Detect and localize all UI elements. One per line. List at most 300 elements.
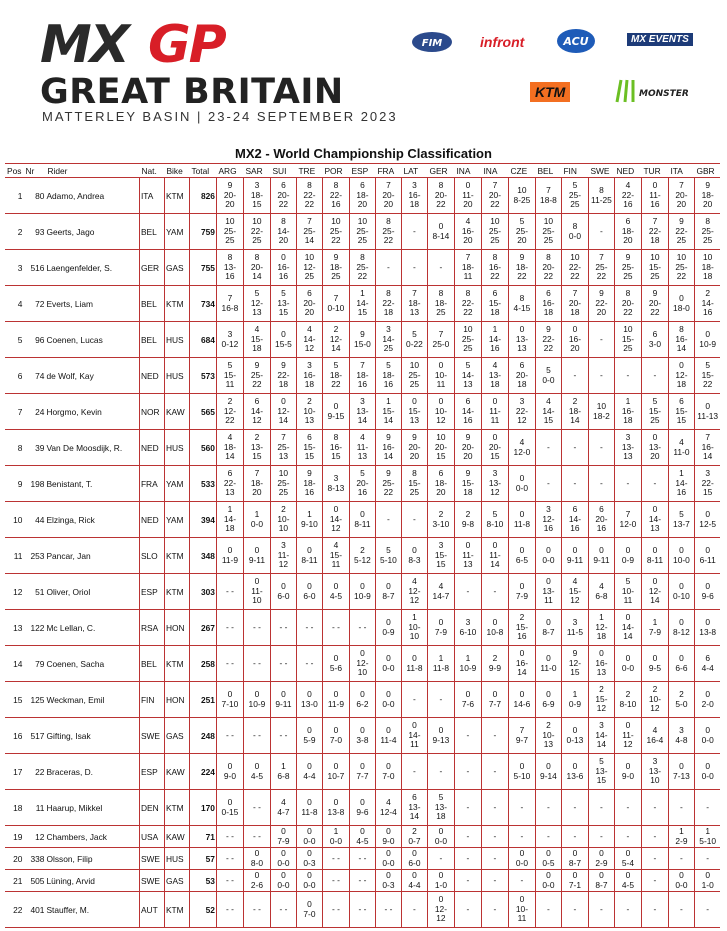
result-cell: 0 5-9 (296, 718, 322, 754)
pos-cell: 17 (5, 754, 23, 790)
result-cell: 10 20- 15 (427, 430, 454, 466)
nation-cell: BEL (139, 322, 164, 358)
result-cell: 6 20- 22 (270, 178, 296, 214)
column-header: FRA (375, 164, 401, 178)
monster-energy-logo (613, 76, 689, 109)
nation-cell: BEL (139, 286, 164, 322)
result-cell: 1 6-8 (270, 754, 296, 790)
number-cell: 39 (23, 430, 45, 466)
total-cell: 52 (189, 892, 216, 928)
table-row (5, 178, 720, 214)
result-cell: 3 11- 12 (270, 538, 296, 574)
result-cell: 2 5-12 (349, 538, 375, 574)
result-cell: - (641, 826, 668, 848)
result-cell: - (588, 466, 614, 502)
result-cell: 2 9-8 (454, 502, 481, 538)
column-header: SWE (588, 164, 614, 178)
bike-cell: KTM (164, 286, 189, 322)
result-cell: 0 8-7 (588, 870, 614, 892)
result-cell: 3 8-13 (322, 466, 349, 502)
result-cell: 1 0-0 (243, 502, 270, 538)
column-header: NED (614, 164, 641, 178)
result-cell: 0 11-4 (375, 718, 401, 754)
rider-cell: Adamo, Andrea (45, 178, 139, 214)
result-cell: 8 15- 25 (401, 466, 427, 502)
result-cell: 0 6-11 (694, 538, 720, 574)
result-cell: 9 22- 18 (270, 358, 296, 394)
result-cell: - - (349, 610, 375, 646)
result-cell: - (454, 870, 481, 892)
result-cell: 3 14- 14 (588, 718, 614, 754)
result-cell: 2 10- 13 (535, 718, 561, 754)
result-cell: 8 4-15 (508, 286, 535, 322)
result-cell: 5 25- 20 (508, 214, 535, 250)
page-header (0, 0, 727, 140)
nation-cell: GER (139, 250, 164, 286)
result-cell: - - (375, 892, 401, 928)
result-cell: 0 9-6 (349, 790, 375, 826)
result-cell: 0 12- 14 (641, 574, 668, 610)
result-cell: 4 11- 13 (349, 430, 375, 466)
acu-logo (556, 28, 596, 57)
bike-cell: KTM (164, 892, 189, 928)
result-cell: 5 18- 16 (375, 358, 401, 394)
bike-cell: YAM (164, 466, 189, 502)
result-cell: - - (322, 892, 349, 928)
pos-cell: 15 (5, 682, 23, 718)
result-cell: 0 6-0 (401, 848, 427, 870)
result-cell: 9 22- 22 (535, 322, 561, 358)
result-cell: - - (243, 610, 270, 646)
result-cell: 9 20- 22 (641, 286, 668, 322)
result-cell: - (588, 322, 614, 358)
result-cell: 0 9-5 (641, 646, 668, 682)
table-row (5, 394, 720, 430)
result-cell: 0 0-0 (508, 848, 535, 870)
column-header: FIN (561, 164, 588, 178)
result-cell: - (375, 250, 401, 286)
total-cell: 53 (189, 870, 216, 892)
total-cell: 267 (189, 610, 216, 646)
result-cell: 0 0-0 (694, 718, 720, 754)
total-cell: 560 (189, 430, 216, 466)
result-cell: 0 8-12 (668, 610, 694, 646)
result-cell: 0 13-6 (561, 754, 588, 790)
result-cell: 0 7-0 (375, 754, 401, 790)
result-cell: 0 7-10 (216, 682, 243, 718)
result-cell: 0 13-8 (322, 790, 349, 826)
result-cell: - (614, 466, 641, 502)
result-cell: 5 25- 25 (561, 178, 588, 214)
column-header: BEL (535, 164, 561, 178)
result-cell: 0 14- 13 (641, 502, 668, 538)
result-cell: 8 13- 16 (216, 250, 243, 286)
result-cell: 3 13- 12 (481, 466, 508, 502)
number-cell: 516 (23, 250, 45, 286)
result-cell: 3 14- 25 (375, 322, 401, 358)
result-cell: 2 10- 10 (270, 502, 296, 538)
number-cell: 72 (23, 286, 45, 322)
result-cell: 2 15- 16 (508, 610, 535, 646)
rider-cell: Laengenfelder, S. (45, 250, 139, 286)
result-cell: 4 12-0 (508, 430, 535, 466)
result-cell: 1 14- 18 (216, 502, 243, 538)
pos-cell: 1 (5, 178, 23, 214)
result-cell: 7 0-10 (322, 286, 349, 322)
result-cell: 0 4-4 (296, 754, 322, 790)
result-cell: 0 11- 12 (614, 718, 641, 754)
fim-logo (411, 30, 453, 57)
result-cell: 0 12-5 (694, 502, 720, 538)
result-cell: 0 4-5 (349, 826, 375, 848)
nation-cell: DEN (139, 790, 164, 826)
result-cell: - (481, 574, 508, 610)
result-cell: 0 7-1 (561, 870, 588, 892)
result-cell: - - (349, 870, 375, 892)
result-cell: 0 9-11 (561, 538, 588, 574)
infront-logo: infront (480, 34, 525, 50)
result-cell: 5 13- 15 (270, 286, 296, 322)
result-cell: - (535, 430, 561, 466)
total-cell: 258 (189, 646, 216, 682)
number-cell: 517 (23, 718, 45, 754)
result-cell: 4 12- 12 (401, 574, 427, 610)
result-cell: 7 12-0 (614, 502, 641, 538)
result-cell: - (588, 214, 614, 250)
result-cell: 8 22- 16 (322, 178, 349, 214)
table-row (5, 574, 720, 610)
rider-cell: Olsson, Filip (45, 848, 139, 870)
result-cell: - (508, 826, 535, 848)
number-cell: 125 (23, 682, 45, 718)
result-cell: - - (216, 892, 243, 928)
result-cell: 7 16- 14 (694, 430, 720, 466)
total-cell: 759 (189, 214, 216, 250)
result-cell: - (508, 790, 535, 826)
result-cell: - (454, 718, 481, 754)
number-cell: 505 (23, 870, 45, 892)
result-cell: 3 4-8 (668, 718, 694, 754)
nation-cell: SWE (139, 870, 164, 892)
result-cell: 0 7-9 (508, 574, 535, 610)
result-cell: - - (216, 610, 243, 646)
result-cell: 6 15- 18 (481, 286, 508, 322)
result-cell: 8 20- 22 (535, 250, 561, 286)
result-cell: - (694, 892, 720, 928)
rider-cell: Chambers, Jack (45, 826, 139, 848)
bike-cell: KTM (164, 574, 189, 610)
number-cell: 401 (23, 892, 45, 928)
result-cell: 0 2-9 (588, 848, 614, 870)
result-cell: 0 16- 16 (270, 250, 296, 286)
result-cell: 3 13- 13 (614, 430, 641, 466)
svg-text:MX: MX (40, 18, 128, 68)
result-cell: 3 22- 12 (508, 394, 535, 430)
result-cell: 4 15- 18 (243, 322, 270, 358)
result-cell: 0 16- 20 (561, 322, 588, 358)
result-cell: 0 2-6 (243, 870, 270, 892)
result-cell: 0 11-8 (296, 790, 322, 826)
result-cell: - (641, 848, 668, 870)
result-cell: 0 7-0 (322, 718, 349, 754)
nation-cell: NOR (139, 394, 164, 430)
bike-cell: KTM (164, 178, 189, 214)
result-cell: - (454, 790, 481, 826)
result-cell: 6 16- 18 (535, 286, 561, 322)
result-cell: 3 15- 15 (427, 538, 454, 574)
column-header: SUI (270, 164, 296, 178)
result-cell: - (694, 848, 720, 870)
svg-text:GP: GP (148, 18, 225, 68)
table-row (5, 250, 720, 286)
result-cell: 3 16- 18 (296, 358, 322, 394)
result-cell: 6 18- 20 (349, 178, 375, 214)
result-cell: 2 5-0 (668, 682, 694, 718)
result-cell: 7 25- 22 (588, 250, 614, 286)
nation-cell: ESP (139, 574, 164, 610)
column-header: ARG (216, 164, 243, 178)
column-header: Total (189, 164, 216, 178)
result-cell: - (401, 250, 427, 286)
result-cell: 4 12-4 (375, 790, 401, 826)
result-cell: 0 11-9 (322, 682, 349, 718)
result-cell: - - (243, 718, 270, 754)
nation-cell: USA (139, 826, 164, 848)
table-row (5, 610, 720, 646)
result-cell: 0 0-0 (375, 848, 401, 870)
rider-cell: Everts, Liam (45, 286, 139, 322)
result-cell: 8 20- 14 (243, 250, 270, 286)
result-cell: 0 14- 12 (322, 502, 349, 538)
result-cell: 0 0-0 (375, 646, 401, 682)
result-cell: 0 6-0 (296, 574, 322, 610)
column-header: POR (322, 164, 349, 178)
result-cell: 5 15- 11 (216, 358, 243, 394)
result-cell: - (401, 682, 427, 718)
result-cell: 1 11-8 (427, 646, 454, 682)
number-cell: 96 (23, 322, 45, 358)
result-cell: 4 16-4 (641, 718, 668, 754)
result-cell: 0 7-7 (481, 682, 508, 718)
result-cell: 1 0-9 (561, 682, 588, 718)
result-cell: - (401, 892, 427, 928)
svg-text:MONSTER: MONSTER (639, 89, 689, 99)
column-header: ESP (349, 164, 375, 178)
result-cell: 0 7-7 (349, 754, 375, 790)
result-cell: 7 18-8 (535, 178, 561, 214)
bike-cell: YAM (164, 214, 189, 250)
result-cell: 5 13-7 (668, 502, 694, 538)
result-cell: 0 9-15 (322, 394, 349, 430)
result-cell: 9 18- 20 (694, 178, 720, 214)
result-cell: - - (216, 646, 243, 682)
result-cell: 9 20- 20 (401, 430, 427, 466)
result-cell: 0 0-9 (375, 610, 401, 646)
result-cell: - - (349, 892, 375, 928)
pos-cell: 13 (5, 610, 23, 646)
result-cell: 0 11- 20 (454, 178, 481, 214)
result-cell: 4 15- 12 (561, 574, 588, 610)
number-cell: 44 (23, 502, 45, 538)
rider-cell: Horgmo, Kevin (45, 394, 139, 430)
result-cell: 0 10-7 (322, 754, 349, 790)
result-cell: 9 25- 25 (614, 250, 641, 286)
result-cell: 5 13- 18 (427, 790, 454, 826)
result-cell: 9 18- 25 (322, 250, 349, 286)
result-cell: 1 10-9 (454, 646, 481, 682)
result-cell: 0 0-0 (614, 646, 641, 682)
total-cell: 826 (189, 178, 216, 214)
result-cell: 0 9-11 (243, 538, 270, 574)
result-cell: 0 6-5 (508, 538, 535, 574)
result-cell: 10 25- 25 (216, 214, 243, 250)
number-cell: 51 (23, 574, 45, 610)
classification-title: MX2 - World Championship Classification (235, 146, 492, 161)
column-header: TRE (296, 164, 322, 178)
result-cell: - - (243, 826, 270, 848)
column-header: ITA (668, 164, 694, 178)
result-cell: 0 0-13 (561, 718, 588, 754)
result-cell: 0 7-9 (270, 826, 296, 848)
result-cell: 2 14- 16 (694, 286, 720, 322)
result-cell: 2 10- 12 (641, 682, 668, 718)
result-cell: 0 6-2 (349, 682, 375, 718)
result-cell: 8 20- 22 (614, 286, 641, 322)
pos-cell: 4 (5, 286, 23, 322)
bike-cell: KTM (164, 790, 189, 826)
result-cell: 0 10-8 (481, 610, 508, 646)
result-cell: 0 20- 15 (481, 430, 508, 466)
result-cell: - (694, 790, 720, 826)
result-cell: 8 22- 22 (454, 286, 481, 322)
total-cell: 71 (189, 826, 216, 848)
result-cell: - (401, 502, 427, 538)
result-cell: 0 0-0 (270, 870, 296, 892)
result-cell: 5 15- 25 (641, 394, 668, 430)
result-cell: 0 5-4 (614, 848, 641, 870)
result-cell: 10 25- 22 (668, 250, 694, 286)
result-cell: 0 13-8 (694, 610, 720, 646)
bike-cell: HUS (164, 358, 189, 394)
result-cell: - (561, 430, 588, 466)
result-cell: 10 25- 25 (349, 214, 375, 250)
pos-cell: 11 (5, 538, 23, 574)
result-cell: - (614, 790, 641, 826)
result-cell: 4 22- 16 (614, 178, 641, 214)
result-cell: 8 0-0 (561, 214, 588, 250)
result-cell: 0 11- 10 (243, 574, 270, 610)
nation-cell: NED (139, 430, 164, 466)
bike-cell: YAM (164, 502, 189, 538)
result-cell: - (588, 826, 614, 848)
result-cell: 0 0-0 (296, 826, 322, 848)
result-cell: 2 10- 13 (296, 394, 322, 430)
pos-cell: 10 (5, 502, 23, 538)
result-cell: 0 9-14 (535, 754, 561, 790)
bike-cell: GAS (164, 250, 189, 286)
pos-cell: 5 (5, 322, 23, 358)
ktm-logo: KTM (530, 82, 570, 102)
pos-cell: 22 (5, 892, 23, 928)
rider-cell: Stauffer, M. (45, 892, 139, 928)
result-cell: 0 7-13 (668, 754, 694, 790)
result-cell: 2 0-7 (401, 826, 427, 848)
result-cell: 0 10-9 (243, 682, 270, 718)
result-cell: - (535, 826, 561, 848)
result-cell: 0 0-0 (694, 754, 720, 790)
result-cell: - - (322, 610, 349, 646)
result-cell: - - (216, 848, 243, 870)
result-cell: 1 12- 18 (588, 610, 614, 646)
result-cell: - (614, 892, 641, 928)
result-cell: - (641, 358, 668, 394)
result-cell: - - (322, 848, 349, 870)
bike-cell: HUS (164, 430, 189, 466)
event-title: GREAT BRITAIN (40, 72, 344, 112)
total-cell: 170 (189, 790, 216, 826)
result-cell: 5 20- 16 (349, 466, 375, 502)
result-cell: 0 4-5 (322, 574, 349, 610)
result-cell: 0 9-11 (270, 682, 296, 718)
result-cell: 10 22- 25 (243, 214, 270, 250)
bike-cell: GAS (164, 718, 189, 754)
result-cell: 0 11- 11 (481, 394, 508, 430)
table-row (5, 538, 720, 574)
table-row (5, 646, 720, 682)
result-cell: 10 12- 25 (296, 250, 322, 286)
result-cell: - (561, 466, 588, 502)
result-cell: 0 0-3 (375, 870, 401, 892)
result-cell: 6 3-0 (641, 322, 668, 358)
result-cell: - - (270, 718, 296, 754)
result-cell: - - (349, 848, 375, 870)
result-cell: 0 0-0 (668, 870, 694, 892)
total-cell: 394 (189, 502, 216, 538)
result-cell: 1 14- 15 (349, 286, 375, 322)
number-cell: 22 (23, 754, 45, 790)
result-cell: 4 6-8 (588, 574, 614, 610)
result-cell: - - (322, 870, 349, 892)
nation-cell: SLO (139, 538, 164, 574)
pos-cell: 3 (5, 250, 23, 286)
table-row (5, 286, 720, 322)
total-cell: 251 (189, 682, 216, 718)
result-cell: - (454, 826, 481, 848)
result-cell: 4 14- 15 (535, 394, 561, 430)
result-cell: 8 11-25 (588, 178, 614, 214)
result-cell: - (641, 892, 668, 928)
total-cell: 734 (189, 286, 216, 322)
result-cell: 0 11-8 (508, 502, 535, 538)
rider-cell: Coenen, Sacha (45, 646, 139, 682)
result-cell: - (401, 214, 427, 250)
result-cell: 9 22- 20 (588, 286, 614, 322)
result-cell: 5 10- 11 (614, 574, 641, 610)
number-cell: 253 (23, 538, 45, 574)
result-cell: 1 16- 18 (614, 394, 641, 430)
result-cell: 0 0-0 (535, 870, 561, 892)
result-cell: - (668, 790, 694, 826)
result-cell: 10 25- 25 (401, 358, 427, 394)
result-cell: 6 13- 14 (401, 790, 427, 826)
result-cell: 7 18- 16 (349, 358, 375, 394)
result-cell: 0 13- 11 (535, 574, 561, 610)
result-cell: 0 8-7 (535, 610, 561, 646)
result-cell: 5 12- 13 (243, 286, 270, 322)
result-cell: 7 18- 11 (454, 250, 481, 286)
result-cell: 0 13-0 (296, 682, 322, 718)
result-cell: 4 18- 14 (216, 430, 243, 466)
